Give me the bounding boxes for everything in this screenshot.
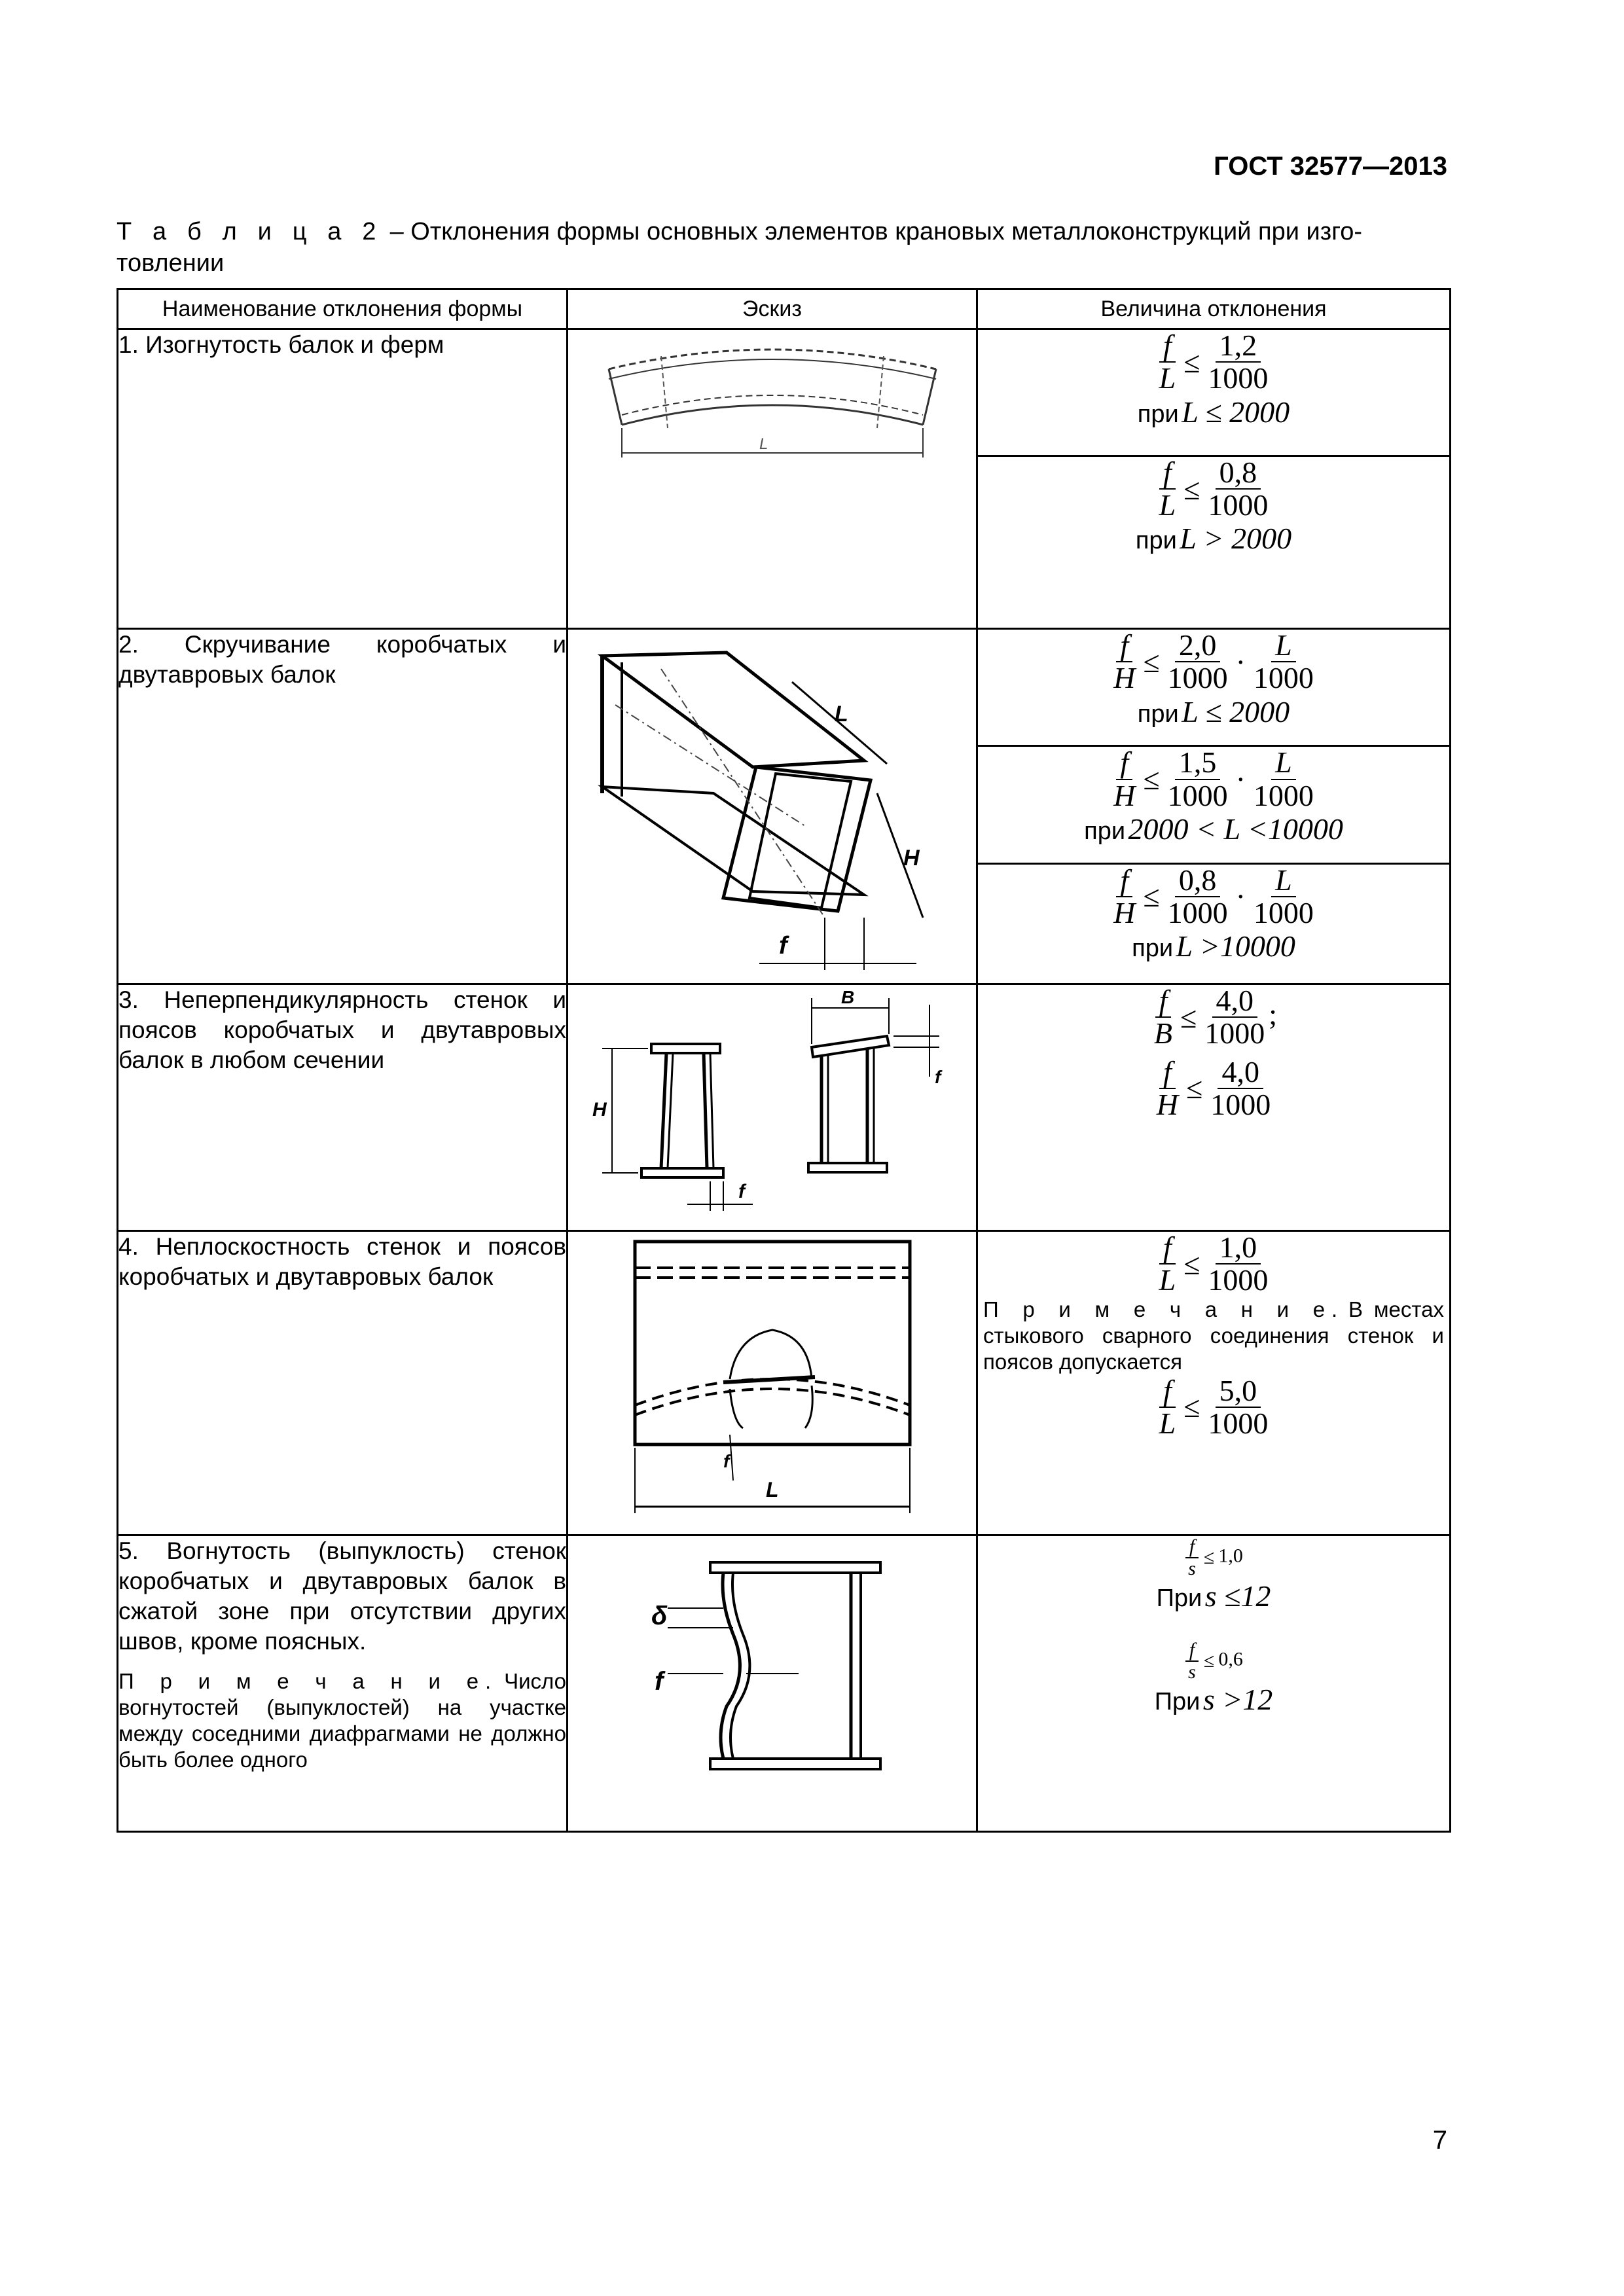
row2-sketch-L: L [834, 702, 848, 726]
deviation-table [117, 288, 1451, 1833]
row3-sketch [568, 984, 977, 1231]
row2-sketch [568, 629, 977, 984]
row3-sketch-B: B [840, 987, 854, 1007]
row4-sketch-f: f [723, 1451, 729, 1471]
row4-note: П р и м е ч а н и е. В местах стыкового сварного соединения стенок и поясов допускается [983, 1297, 1445, 1374]
row4-value: $\frac{f}{L}$ ≤ $\frac{1,0}{1000}$ П р и м е ч а н и е. В местах стыкового сварного соединения стенок и поясов допускается $\frac{f}{L}$ ≤ $\frac{5,0}{1000}$ [977, 1231, 1451, 1535]
table-row [118, 329, 1451, 456]
row4-name: 4. Неплоскостность стенок и поясов коробчатых и двутавровых балок [118, 1231, 568, 1535]
row5-sketch [568, 1535, 977, 1832]
row2-value-1: $\frac{f}{H}$ ≤ $\frac{2,0}{1000}$ · $\frac{L}{1000}$ при L ≤ 2000 [977, 629, 1451, 746]
row2-sketch-H: H [903, 846, 920, 870]
ibeam-sections-sketch [589, 985, 956, 1214]
row3-sketch-f2: f [738, 1181, 745, 1202]
row5-sketch-delta: δ [651, 1602, 667, 1630]
row3-sketch-f1: f [934, 1067, 941, 1087]
row2-sketch-f: f [778, 932, 787, 960]
header-value: Величина отклонения [977, 289, 1451, 329]
row5-name-cell [118, 1535, 568, 1832]
row4-sketch [568, 1231, 977, 1535]
row2-name: 2. Скручивание коробчатых и двутавровых балок [118, 629, 568, 984]
row2-value-2: $\frac{f}{H}$ ≤ $\frac{1,5}{1000}$ · $\frac{L}{1000}$ при 2000 < L <10000 [977, 746, 1451, 863]
caption-label: Т а б л и ц а 2 [117, 218, 384, 245]
caption-text: – Отклонения формы основных элементов крановых металлоконструкций при изго-товлении [117, 218, 1363, 277]
row3-name: 3. Неперпендикулярность стенок и поясов коробчатых и двутавровых балок в любом сечении [118, 984, 568, 1231]
document-code: ГОСТ 32577—2013 [1214, 152, 1447, 181]
row3-sketch-H: H [592, 1099, 607, 1121]
page-number: 7 [1432, 2126, 1447, 2155]
row1-name: 1. Изогнутость балок и ферм [118, 329, 568, 629]
table-row [118, 1231, 1451, 1535]
header-sketch: Эскиз [568, 289, 977, 329]
row4-sketch-L: L [765, 1478, 779, 1501]
curved-beam-sketch [602, 330, 943, 467]
row1-value-1: $\frac{f}{L}$ ≤ $\frac{1,2}{1000}$ при L ≤ 2000 [977, 329, 1451, 456]
table-row [118, 629, 1451, 746]
row5-sketch-f: f [654, 1667, 663, 1696]
row5-note: П р и м е ч а н и е. Число вогнутостей (выпуклостей) на участке между соседними диафрагмами не должно быть более одного [118, 1669, 567, 1772]
row1-sketch [568, 329, 977, 629]
table-caption [117, 216, 1447, 279]
row5-name: 5. Вогнутость (выпуклость) стенок коробчатых и двутавровых балок в сжатой зоне при отсутствии других швов, кроме поясных. [118, 1537, 566, 1655]
web-flatness-sketch [619, 1232, 926, 1520]
table-row [118, 1535, 1451, 1832]
row1-sketch-L: L [759, 435, 768, 453]
web-buckling-sketch [641, 1536, 903, 1798]
table-header-row [118, 289, 1451, 329]
row2-value-3: $\frac{f}{H}$ ≤ $\frac{0,8}{1000}$ · $\frac{L}{1000}$ при L >10000 [977, 863, 1451, 984]
row5-value: $\frac{f}{s}$ ≤ 1,0 При s ≤12 $\frac{f}{s}$ ≤ 0,6 При s >12 [977, 1535, 1451, 1832]
table-row [118, 984, 1451, 1231]
twisted-beam-sketch [589, 630, 956, 983]
header-name: Наименование отклонения формы [118, 289, 568, 329]
row3-value: $\frac{f}{B}$ ≤ $\frac{4,0}{1000}$ ; $\frac{f}{H}$ ≤ $\frac{4,0}{1000}$ [977, 984, 1451, 1231]
row1-value-2: $\frac{f}{L}$ ≤ $\frac{0,8}{1000}$ при L > 2000 [977, 456, 1451, 628]
